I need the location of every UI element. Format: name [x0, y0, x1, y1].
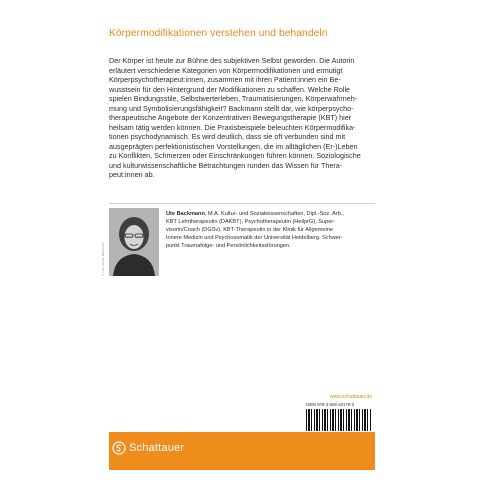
- author-bio-line: KBT Lehrtherapeutin (DAKBT), Psychotherapeutin (HeilprG), Super-: [166, 219, 336, 226]
- blurb-line: und kulturwissenschaftliche Betrachtungen runden das Wissen für Thera-: [109, 160, 343, 170]
- blurb-line: heilsam tätig werden können. Die Praxisbeispiele beleuchten Körpermodifika-: [109, 122, 356, 132]
- blurb-line: mung und Symbolisierungsfähigkeit? Backmann stellt dar, wie körperpsycho-: [109, 103, 354, 113]
- author-bio-line: Innere Medizin und Psychosomatik der Universität Heidelberg. Schwer-: [166, 235, 343, 242]
- barcode: [306, 409, 372, 431]
- blurb-text: [109, 56, 381, 180]
- author-bio-first-line: , M.A. Kultur- und Sozialwissenschaften, Dipl.-Soz. Arb.,: [204, 211, 344, 217]
- publisher-url[interactable]: www.schattauer.de: [330, 394, 372, 400]
- author-bio-line: punkt Traumafolge- und Persönlichkeitsstörungen.: [166, 243, 291, 250]
- blurb-line: Körperpsychotherapeut:innen, zusammen mit ihren Patient:innen ein Be-: [109, 75, 341, 84]
- book-title: Körpermodifikationen verstehen und behandeln: [109, 28, 328, 39]
- publisher-name: Schattauer: [129, 442, 185, 454]
- photo-credit: © Lina Sophie Backmann: [101, 242, 105, 276]
- blurb-line: peut:innen ab.: [109, 170, 155, 179]
- blurb-line: tionen psychodynamisch. Es wird deutlich, dass sie oft verbunden sind mit: [109, 132, 346, 141]
- author-bio: [166, 210, 381, 250]
- blurb-line: Der Körper ist heute zur Bühne des subjektiven Selbst geworden. Die Autorin: [109, 56, 355, 65]
- author-photo: [109, 208, 159, 276]
- author-portrait-icon: [109, 208, 159, 276]
- isbn-number: ISBN 978-3-608-40178-3: [306, 402, 355, 407]
- author-bio-line: visorin/Coach (DGSv). KBT-Therapeutin in der Klinik für Allgemeine: [166, 227, 333, 234]
- blurb-line: erläutert verschiedene Kategorien von Körpermodifikationen und ermutigt: [109, 65, 343, 75]
- blurb-line: spielen Bindungsstile, Selbstwerterleben, Traumatisierungen, Körperwahrneh-: [109, 94, 358, 103]
- section-divider: [109, 203, 375, 204]
- author-name: Ute Backmann: [166, 211, 205, 217]
- blurb-line: therapeutische Angebote der Konzentrativen Bewegungstherapie (KBT) hier: [109, 113, 352, 122]
- schattauer-logo-icon: [112, 441, 126, 455]
- author-bio-line: [166, 210, 381, 218]
- publisher-logo: [112, 441, 184, 455]
- blurb-line: zu Konflikten, Schmerzen oder Einschränkungen führen können. Soziologische: [109, 151, 361, 160]
- blurb-line: wusstsein für den Hintergrund der Modifikationen zu schaffen. Welche Rolle: [109, 84, 351, 94]
- blurb-line: ausgeprägten perfektionistischen Vorstellungen, die im alltäglichen (Er-)Leben: [109, 141, 358, 151]
